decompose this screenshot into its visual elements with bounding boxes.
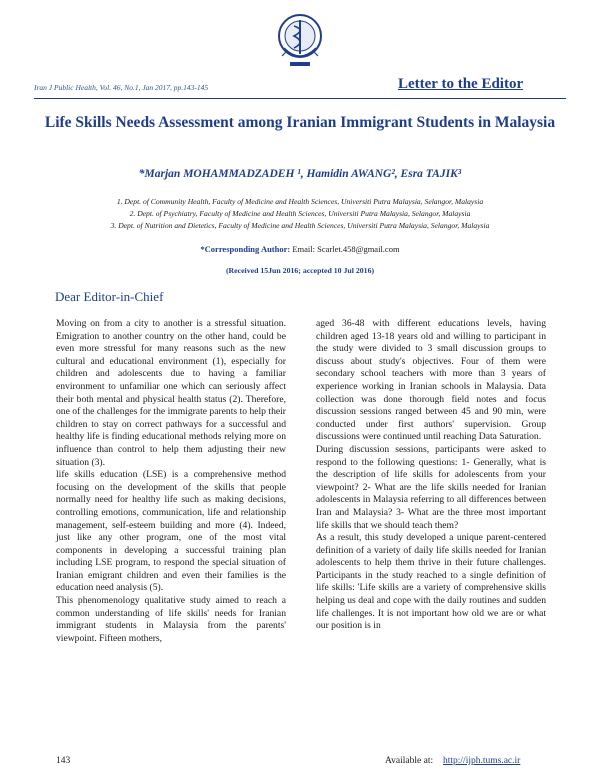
journal-url-link[interactable]: http://ijph.tums.ac.ir xyxy=(443,756,521,766)
section-label[interactable]: Letter to the Editor xyxy=(398,76,524,92)
paragraph: As a result, this study developed a unique parent-centered definition of a variety of daily life skills needed for Iranian adolescents to help them thrive in their future challenges. Participants in the study reached to a single definition of life skills: 'Life skills are a variety of comprehensive skills helping us deal and cope with the daily routines and sudden life challenges. It is not important how old we are or what our position is in xyxy=(316,532,546,632)
journal-citation: Iran J Public Health, Vol. 46, No.1, Jan 2017, pp.143-145 xyxy=(34,83,209,92)
available-label: Available at: xyxy=(385,756,434,766)
paragraph: During discussion sessions, participants were asked to respond to the following questions: 1- Generally, what is the description of life skills for adolescents from your viewpoint? 2- What are the life skills needed for Iranian adolescents in Malaysia referring to all differences between Iran and Malaysia? 3- What are the three most important life skills that we should teach them? xyxy=(316,443,546,531)
paragraph: aged 36-48 with different educations levels, having children aged 13-18 years old and willing to participant in the study were divided to 3 small discussion groups to discuss about study's objectives. Four of them were secondary school teachers with more than 3 years of experience working in Iranian schools in Malaysia. Data collection was done thorough field notes and focus discussion sessions ranged between 45 and 90 min, were conducted under first authors' supervision. Group discussions were continued until reaching Data Saturation. xyxy=(316,318,546,443)
body-column-left xyxy=(56,318,286,645)
affiliation-3: 3. Dept. of Nutrition and Dietetics, Faculty of Medicine and Health Sciences, Universiti Putra Malaysia, Selangor, Malaysia xyxy=(110,221,490,230)
body-column-right xyxy=(316,318,546,633)
journal-logo xyxy=(276,12,324,70)
paragraph: Moving on from a city to another is a stressful situation. Emigration to another country on the other hand, could be even more stressful for many reasons such as the new cultural and educational environment (1), especially for children and adolescents due to having a familiar environment to unfamiliar one which can seriously affect their both mental and physical health status (2). Therefore, one of the challenges for the immigrate parents to help their children to stay on correct pathways for a successful and healthy life is finding educational methods relying more on influence than control to help them adjusting their new situation (3). xyxy=(56,318,286,468)
corresponding-email[interactable]: Email: Scarlet.458@gmail.com xyxy=(290,244,400,254)
salutation: Dear Editor-in-Chief xyxy=(55,289,164,304)
article-title: Life Skills Needs Assessment among Iranian Immigrant Students in Malaysia xyxy=(44,114,556,131)
author-list: *Marjan MOHAMMADZADEH ¹, Hamidin AWANG², Esra TAJIK³ xyxy=(138,168,462,180)
received-accepted-dates: (Received 15Jun 2016; accepted 10 Jul 2016) xyxy=(225,266,375,275)
header-rule xyxy=(34,98,566,99)
corresponding-label: *Corresponding Author: xyxy=(200,244,291,254)
page-number: 143 xyxy=(56,756,71,766)
affiliation-1: 1. Dept. of Community Health, Faculty of Medicine and Health Sciences, Universiti Putra Malaysia, Selangor, Malaysia xyxy=(116,197,484,206)
affiliations xyxy=(40,196,560,232)
paragraph: life skills education (LSE) is a comprehensive method focusing on the development of the skills that people normally need for healthy life such as making decisions, controlling emotions, communication, life and relationship management, self-esteem building and more (4). Indeed, just like any other program, one of the most vital components in developing a successful training plan including LSE program, to respond the special situation of Iranian emigrant children and even their families is the education need analysis (5). xyxy=(56,469,286,594)
affiliation-2: 2. Dept. of Psychiatry, Faculty of Medicine and Health Sciences, Universiti Putra Malaysia, Selangor, Malaysia xyxy=(129,209,471,218)
corresponding-author xyxy=(40,244,560,254)
paragraph: This phenomenology qualitative study aimed to reach a common understanding of life skills' needs for Iranian immigrant students in Malaysia from the parents' viewpoint. Fifteen mothers, xyxy=(56,595,286,644)
